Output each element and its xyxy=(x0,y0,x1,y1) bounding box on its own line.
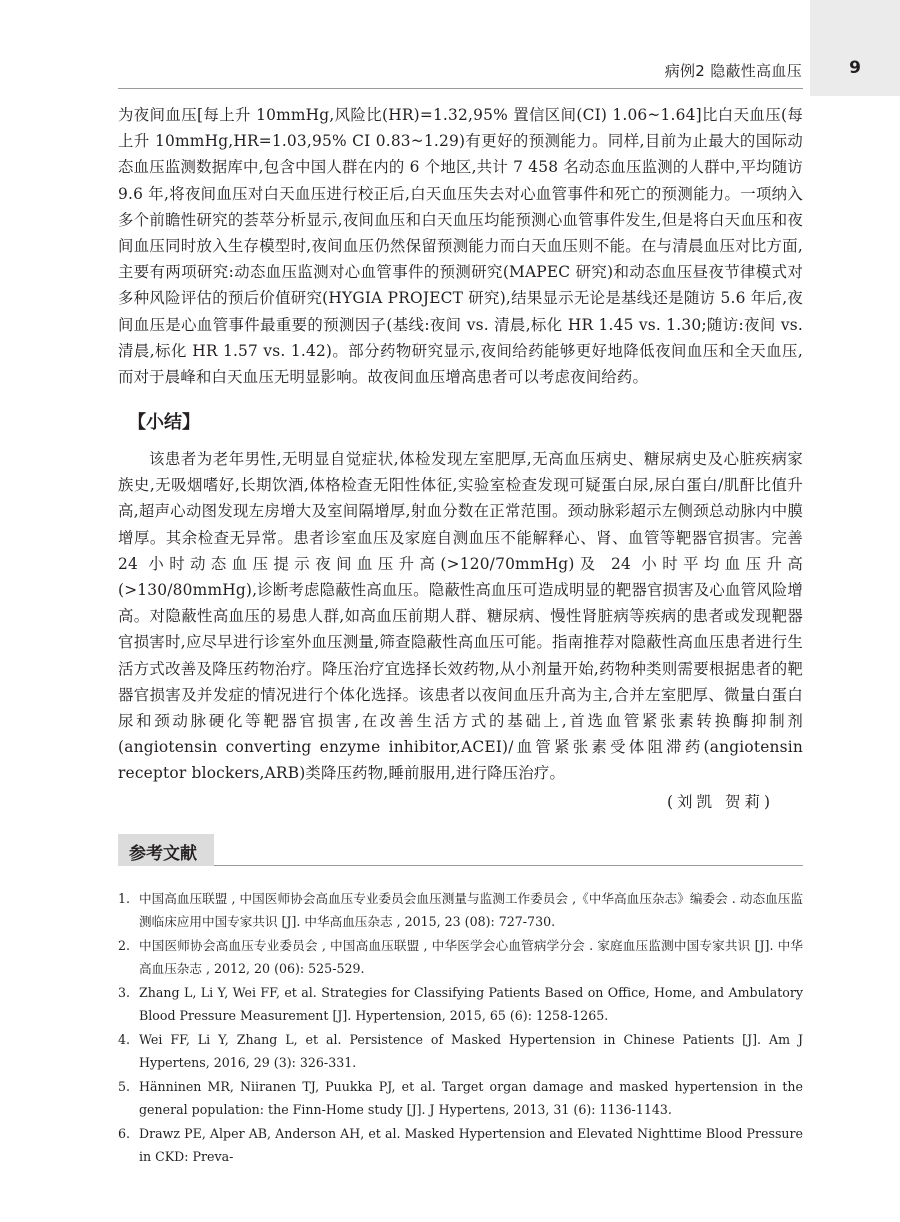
reference-item xyxy=(118,1029,803,1075)
reference-number: 5. xyxy=(118,1079,131,1095)
reference-text: Hänninen MR, Niiranen TJ, Puukka PJ, et al. Target organ damage and masked hypertension in the general population: the Finn-Home study [J]. J Hypertens, 2013, 31 (6): 1136-1143. xyxy=(139,1079,803,1118)
reference-item xyxy=(118,982,803,1028)
author-signature: (刘凯 贺莉) xyxy=(666,793,774,811)
reference-number: 2. xyxy=(118,938,131,954)
reference-text: Drawz PE, Alper AB, Anderson AH, et al. Masked Hypertension and Elevated Nighttime Blood Pressure in CKD: Preva- xyxy=(139,1126,803,1165)
reference-number: 4. xyxy=(118,1032,131,1048)
summary-paragraph: 该患者为老年男性,无明显自觉症状,体检发现左室肥厚,无高血压病史、糖尿病史及心脏疾病家族史,无吸烟嗜好,长期饮酒,体格检查无阳性体征,实验室检查发现可疑蛋白尿,尿白蛋白/肌酐比值升高,超声心动图发现左房增大及室间隔增厚,射血分数在正常范围。颈动脉彩超示左侧颈总动脉内中膜增厚。其余检查无异常。患者诊室血压及家庭自测血压不能解释心、肾、血管等靶器官损害。完善 24 小时动态血压提示夜间血压升高(>120/70mmHg)及 24 小时平均血压升高(>130/80mmHg),诊断考虑隐蔽性高血压。隐蔽性高血压可造成明显的靶器官损害及心血管风险增高。对隐蔽性高血压的易患人群,如高血压前期人群、糖尿病、慢性肾脏病等疾病的患者或发现靶器官损害时,应尽早进行诊室外血压测量,筛查隐蔽性高血压可能。指南推荐对隐蔽性高血压患者进行生活方式改善及降压药物治疗。降压治疗宜选择长效药物,从小剂量开始,药物种类则需要根据患者的靶器官损害及并发症的情况进行个体化选择。该患者以夜间血压升高为主,合并左室肥厚、微量白蛋白尿和颈动脉硬化等靶器官损害,在改善生活方式的基础上,首选血管紧张素转换酶抑制剂(angiotensin converting enzyme inhibitor,ACEI)/血管紧张素受体阻滞药(angiotensin receptor blockers,ARB)类降压药物,睡前服用,进行降压治疗。 xyxy=(118,450,803,783)
header-rule xyxy=(118,88,803,89)
page-number-tab xyxy=(810,0,900,96)
reference-item xyxy=(118,935,803,981)
references-rule xyxy=(214,865,803,866)
reference-text: 中国高血压联盟 , 中国医师协会高血压专业委员会血压测量与监测工作委员会 ,《中华高血压杂志》编委会 . 动态血压监测临床应用中国专家共识 [J]. 中华高血压杂志 , 2015, 23 (08): 727-730. xyxy=(139,891,803,929)
page-number: 9 xyxy=(849,58,861,78)
summary-heading: 【小结】 xyxy=(128,412,200,433)
reference-item xyxy=(118,1123,803,1169)
reference-text: Wei FF, Li Y, Zhang L, et al. Persistence of Masked Hypertension in Chinese Patients [J]. Am J Hypertens, 2016, 29 (3): 326-331. xyxy=(139,1032,803,1071)
reference-text: Zhang L, Li Y, Wei FF, et al. Strategies for Classifying Patients Based on Office, Home, and Ambulatory Blood Pressure Measurement [J]. Hypertension, 2015, 65 (6): 1258-1265. xyxy=(139,985,803,1023)
reference-number: 6. xyxy=(118,1126,131,1142)
body-paragraph-1: 为夜间血压[每上升 10mmHg,风险比(HR)=1.32,95% 置信区间(CI) 1.06~1.64]比白天血压(每上升 10mmHg,HR=1.03,95% CI 0.83~1.29)有更好的预测能力。同样,目前为止最大的国际动态血压监测数据库中,包含中国人群在内的 6 个地区,共计 7 458 名动态血压监测的人群中,平均随访 9.6 年,将夜间血压对白天血压进行校正后,白天血压失去对心血管事件和死亡的预测能力。一项纳入多个前瞻性研究的荟萃分析显示,夜间血压和白天血压均能预测心血管事件发生,但是将白天血压和夜间血压同时放入生存模型时,夜间血压仍然保留预测能力而白天血压则不能。在与清晨血压对比方面,主要有两项研究:动态血压监测对心血管事件的预测研究(MAPEC 研究)和动态血压昼夜节律模式对多种风险评估的预后价值研究(HYGIA PROJECT 研究),结果显示无论是基线还是随访 5.6 年后,夜间血压是心血管事件最重要的预测因子(基线:夜间 vs. 清晨,标化 HR 1.45 vs. 1.30;随访:夜间 vs. 清晨,标化 HR 1.57 vs. 1.42)。部分药物研究显示,夜间给药能够更好地降低夜间血压和全天血压,而对于晨峰和白天血压无明显影响。故夜间血压增高患者可以考虑夜间给药。 xyxy=(118,106,803,387)
running-title: 病例2 隐蔽性高血压 xyxy=(664,62,802,80)
reference-number: 3. xyxy=(118,985,131,1001)
reference-text: 中国医师协会高血压专业委员会 , 中国高血压联盟 , 中华医学会心血管病学分会 . 家庭血压监测中国专家共识 [J]. 中华高血压杂志 , 2012, 20 (06): 525-529. xyxy=(139,938,803,976)
reference-item xyxy=(118,888,803,934)
references-title: 参考文献 xyxy=(129,844,197,864)
reference-list xyxy=(118,888,803,1171)
reference-number: 1. xyxy=(118,891,131,906)
reference-item xyxy=(118,1076,803,1122)
